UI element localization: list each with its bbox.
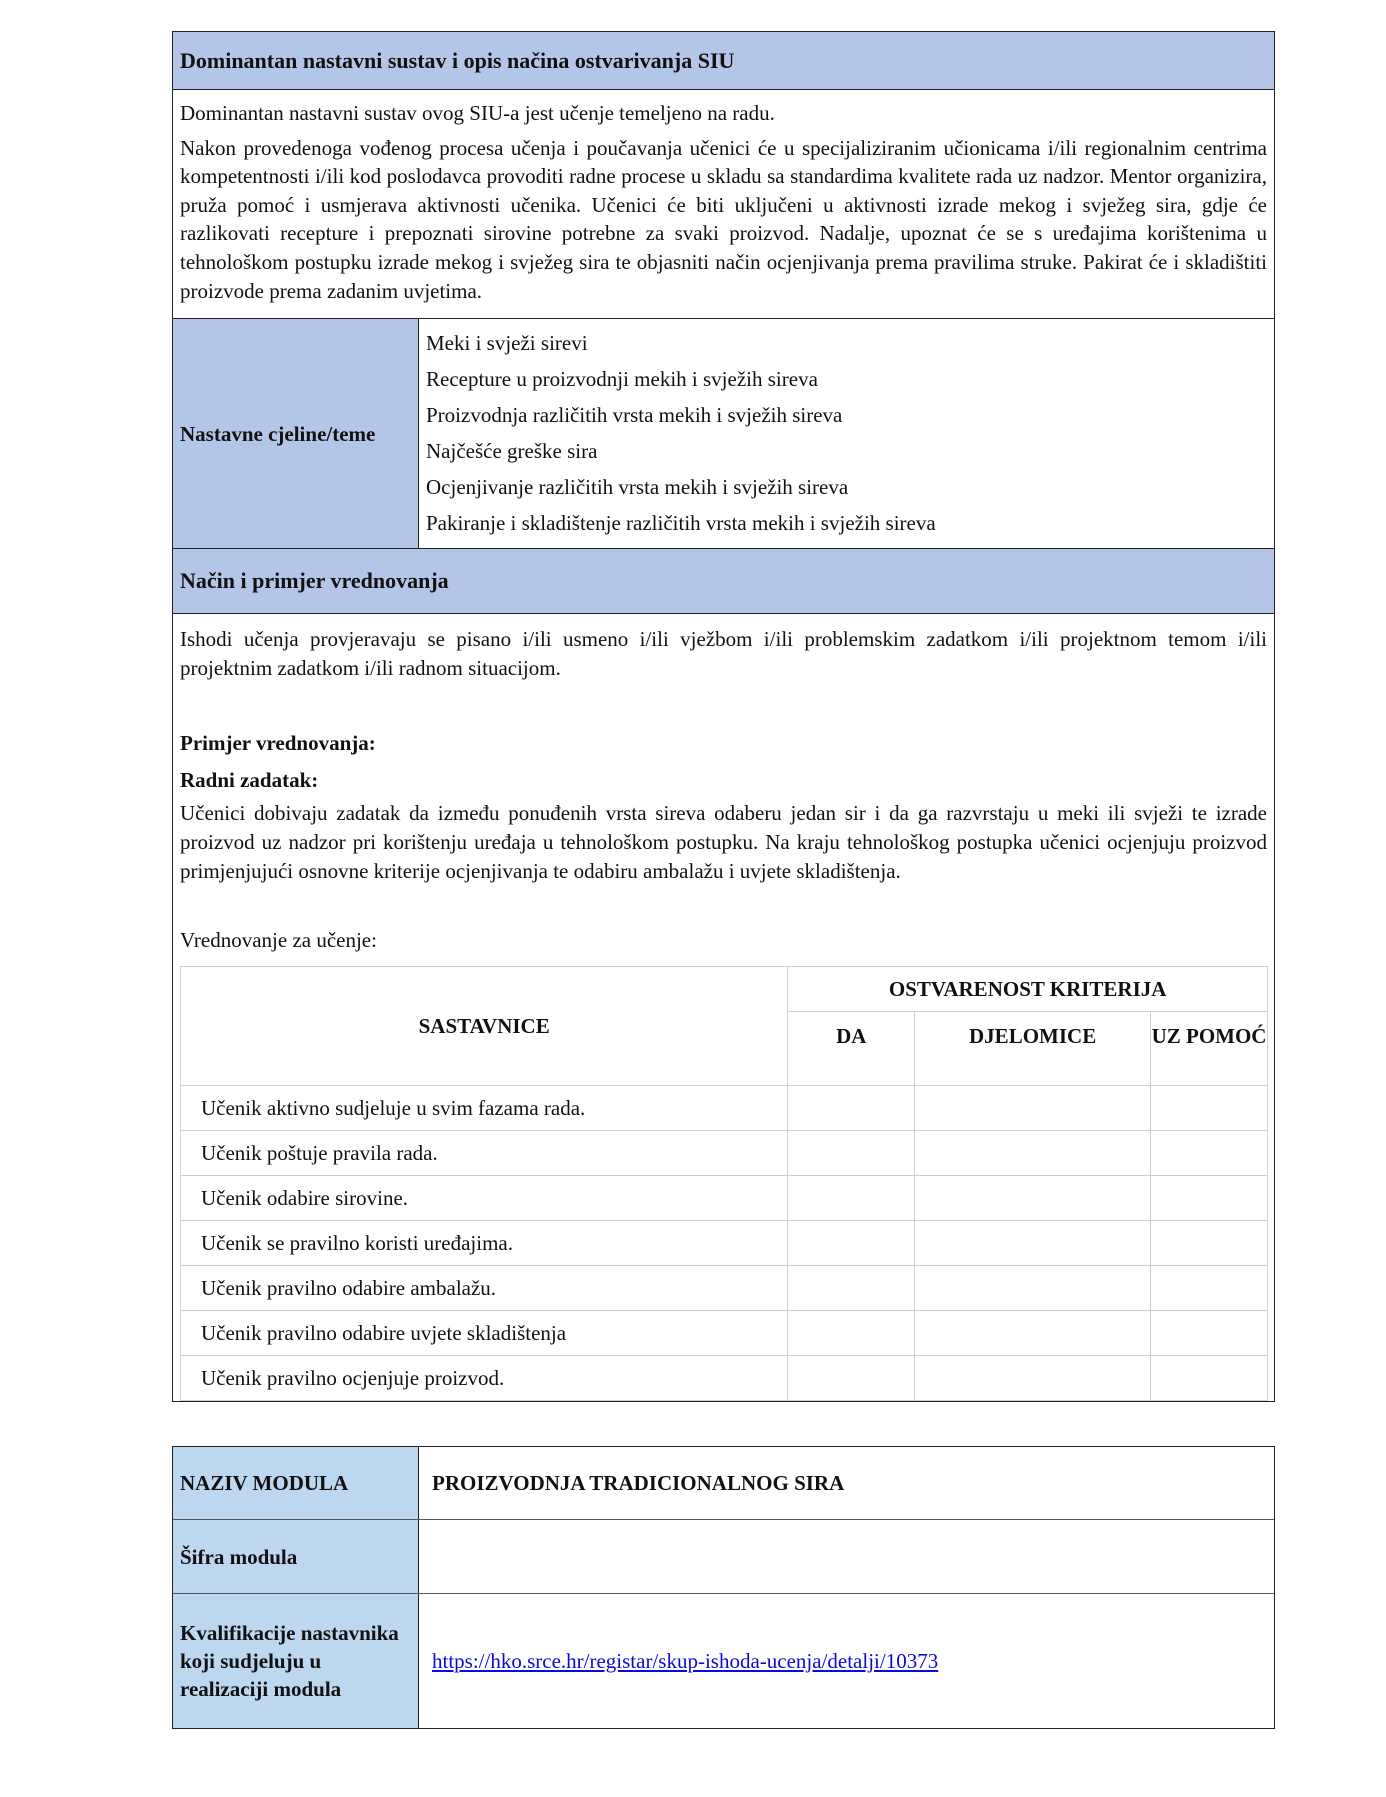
col-header-da: DA	[788, 1012, 915, 1086]
col-header-group: OSTVARENOST KRITERIJA	[788, 967, 1268, 1012]
col-header-djelomice: DJELOMICE	[915, 1012, 1151, 1086]
topic-item: Ocjenjivanje različitih vrsta mekih i svježih sireva	[426, 475, 849, 499]
table-row	[181, 1176, 1268, 1221]
topic-item: Recepture u proizvodnji mekih i svježih sireva	[426, 367, 818, 391]
col-header-uz-pomoc: UZ POMOĆ	[1151, 1012, 1268, 1086]
cell-da[interactable]	[788, 1311, 915, 1356]
table-caption: Vrednovanje za učenje:	[180, 928, 377, 952]
criterion-label: Učenik pravilno odabire uvjete skladištenja	[181, 1311, 788, 1356]
cell-da[interactable]	[788, 1266, 915, 1311]
cell-da[interactable]	[788, 1131, 915, 1176]
qualifications-link[interactable]: https://hko.srce.hr/registar/skup-ishoda-ucenja/detalji/10373	[432, 1648, 939, 1673]
cell-da[interactable]	[788, 1356, 915, 1401]
module-info-table	[172, 1446, 1275, 1729]
criterion-label: Učenik se pravilno koristi uređajima.	[181, 1221, 788, 1266]
cell-djelomice[interactable]	[915, 1311, 1151, 1356]
cell-uz-pomoc[interactable]	[1151, 1311, 1268, 1356]
topic-item: Pakiranje i skladištenje različitih vrsta mekih i svježih sireva	[426, 511, 936, 535]
task-text: Učenici dobivaju zadatak da između ponuđenih vrsta sireva odaberu jedan sir i da ga razvrstaju u meki ili svježi te izrade proizvod uz nadzor pri korištenju uređaja u tehnološkom postupku. Na kraju tehnološkog postupka učenici ocjenjuju proizvod primjenjujući osnovne kriterije ocjenjivanja te odabiru ambalažu i uvjete skladištenja.	[180, 801, 1267, 883]
col-header-sastavnice: SASTAVNICE	[181, 967, 788, 1086]
topic-item: Meki i svježi sirevi	[426, 331, 588, 355]
example-title: Primjer vrednovanja:	[180, 731, 376, 755]
table-row	[181, 1311, 1268, 1356]
cell-djelomice[interactable]	[915, 1221, 1151, 1266]
teacher-qualifications-value	[419, 1594, 1274, 1728]
topic-item: Proizvodnja različitih vrsta mekih i svježih sireva	[426, 403, 843, 427]
cell-djelomice[interactable]	[915, 1266, 1151, 1311]
task-title: Radni zadatak:	[180, 768, 319, 792]
table-row	[181, 1356, 1268, 1401]
evaluation-section	[173, 614, 1274, 1401]
teacher-qualifications-label: Kvalifikacije nastavnika koji sudjeluju u realizaciji modula	[173, 1594, 419, 1728]
module-code-value	[419, 1520, 1274, 1593]
module-name-row	[173, 1447, 1274, 1520]
criterion-label: Učenik aktivno sudjeluje u svim fazama rada.	[181, 1086, 788, 1131]
learning-outcomes-table	[172, 31, 1275, 1402]
table-row	[181, 1221, 1268, 1266]
cell-uz-pomoc[interactable]	[1151, 1266, 1268, 1311]
cell-djelomice[interactable]	[915, 1356, 1151, 1401]
topics-list	[419, 325, 1274, 541]
teaching-system-description	[173, 90, 1274, 319]
table-row	[181, 1131, 1268, 1176]
criteria-table	[180, 966, 1268, 1401]
table-row	[181, 1086, 1268, 1131]
table-row	[181, 1266, 1268, 1311]
module-name-value: PROIZVODNJA TRADICIONALNOG SIRA	[432, 1470, 845, 1495]
cell-uz-pomoc[interactable]	[1151, 1086, 1268, 1131]
cell-da[interactable]	[788, 1221, 915, 1266]
cell-da[interactable]	[788, 1176, 915, 1221]
description-paragraph: Nakon provedenoga vođenog procesa učenja i poučavanja učenici će u specijaliziranim učionicama i/ili regionalnim centrima kompetentnosti i/ili kod poslodavca provoditi radne procese u skladu sa standardima kvalitete rada uz nadzor. Mentor organizira, pruža pomoć i usmjerava aktivnosti učenika. Učenici će biti uključeni u aktivnosti izrade mekog i svježeg sira, gdje će razlikovati recepture i prepoznati sirovine potrebne za svaki proizvod. Nadalje, upoznat će se s uređajima korištenima u tehnološkom postupku izrade mekog i svježeg sira te objasniti način ocjenjivanja prema pravilima struke. Pakirat će i skladištiti proizvode prema zadanim uvjetima.	[180, 135, 1267, 303]
criterion-label: Učenik pravilno ocjenjuje proizvod.	[181, 1356, 788, 1401]
module-code-label: Šifra modula	[173, 1520, 419, 1593]
cell-da[interactable]	[788, 1086, 915, 1131]
teacher-qualifications-row	[173, 1594, 1274, 1728]
criterion-label: Učenik odabire sirovine.	[181, 1176, 788, 1221]
cell-djelomice[interactable]	[915, 1131, 1151, 1176]
topics-section	[173, 319, 1274, 549]
cell-uz-pomoc[interactable]	[1151, 1221, 1268, 1266]
cell-djelomice[interactable]	[915, 1086, 1151, 1131]
topic-item: Najčešće greške sira	[426, 439, 598, 463]
criterion-label: Učenik poštuje pravila rada.	[181, 1131, 788, 1176]
module-name-label: NAZIV MODULA	[173, 1447, 419, 1519]
cell-uz-pomoc[interactable]	[1151, 1356, 1268, 1401]
cell-djelomice[interactable]	[915, 1176, 1151, 1221]
evaluation-intro: Ishodi učenja provjeravaju se pisano i/ili usmeno i/ili vježbom i/ili problemskim zadatkom i/ili projektnom temom i/ili projektnim zadatkom i/ili radnom situacijom.	[180, 627, 1267, 680]
cell-uz-pomoc[interactable]	[1151, 1131, 1268, 1176]
topics-label: Nastavne cjeline/teme	[173, 319, 419, 548]
module-code-row	[173, 1520, 1274, 1594]
criterion-label: Učenik pravilno odabire ambalažu.	[181, 1266, 788, 1311]
section-header-teaching-system: Dominantan nastavni sustav i opis načina ostvarivanja SIU	[173, 32, 1274, 90]
description-paragraph: Dominantan nastavni sustav ovog SIU-a jest učenje temeljeno na radu.	[180, 101, 775, 125]
section-header-evaluation: Način i primjer vrednovanja	[173, 549, 1274, 614]
cell-uz-pomoc[interactable]	[1151, 1176, 1268, 1221]
